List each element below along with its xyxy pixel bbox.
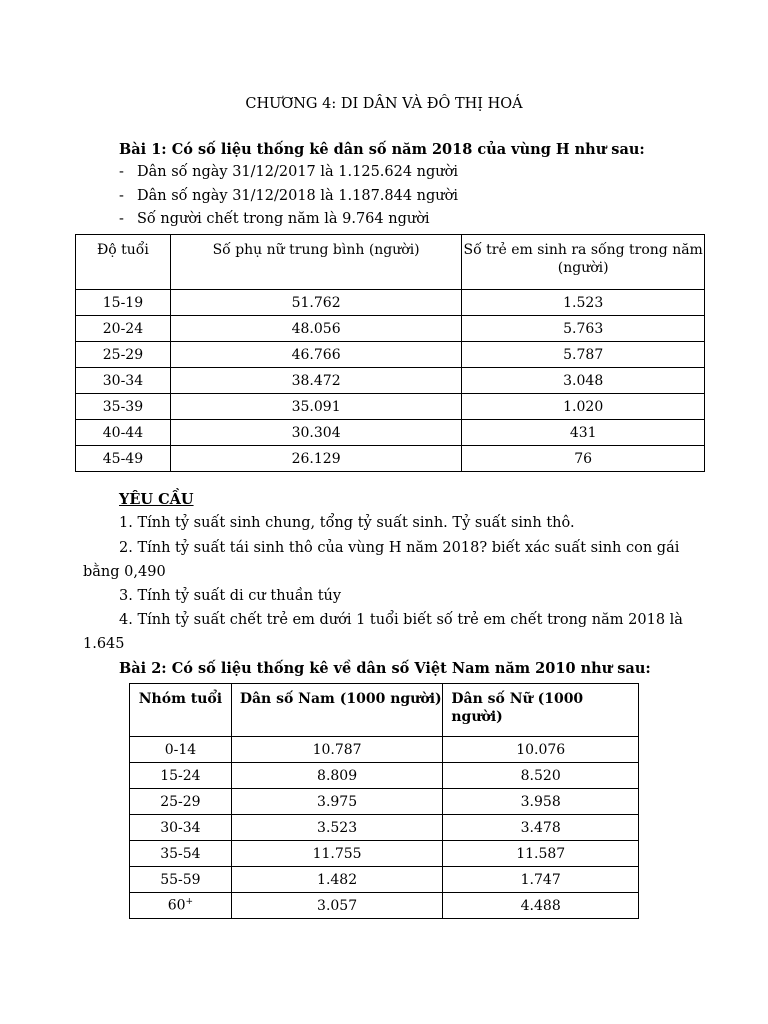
table-cell: 30.304 [170,420,462,446]
table-row [130,893,639,919]
table-cell: 11.587 [443,841,639,867]
table-cell: 1.747 [443,867,639,893]
table-cell: 45-49 [76,446,171,472]
table-cell: 1.020 [462,394,705,420]
table-header-row [130,684,639,737]
table-cell: 26.129 [170,446,462,472]
requirements-title: YÊU CẦU [119,491,194,508]
exercise-2-heading: Bài 2: Có số liệu thống kê về dân số Việt Nam năm 2010 như sau: [119,660,651,677]
table-cell: 1.523 [462,290,705,316]
header-cell: Độ tuổi [76,235,171,290]
table-cell: 3.048 [462,368,705,394]
table-cell: 15-24 [130,763,232,789]
requirement-3: 3. Tính tỷ suất di cư thuần túy [119,588,342,604]
table-cell: 5.763 [462,316,705,342]
table-cell: 76 [462,446,705,472]
table-cell: 60+ [130,893,232,919]
requirement-2-continued: bằng 0,490 [83,564,166,580]
table-cell: 30-34 [76,368,171,394]
header-cell: Số trẻ em sinh ra sống trong năm (người) [462,235,705,290]
table-row [130,789,639,815]
table-cell: 40-44 [76,420,171,446]
table-cell: 11.755 [231,841,443,867]
table-row [76,368,705,394]
table-cell: 10.076 [443,737,639,763]
bullet-item: - Dân số ngày 31/12/2017 là 1.125.624 người [119,164,459,180]
table-cell: 5.787 [462,342,705,368]
table-cell: 8.520 [443,763,639,789]
table-cell: 35-39 [76,394,171,420]
table-row [76,420,705,446]
table-cell: 46.766 [170,342,462,368]
table-cell: 1.482 [231,867,443,893]
exercise-1-heading: Bài 1: Có số liệu thống kê dân số năm 2018 của vùng H như sau: [119,141,645,158]
table-cell: 15-19 [76,290,171,316]
requirement-4: 4. Tính tỷ suất chết trẻ em dưới 1 tuổi biết số trẻ em chết trong năm 2018 là [119,612,683,628]
bullet-item: - Dân số ngày 31/12/2018 là 1.187.844 người [119,188,459,204]
header-cell: Dân số Nam (1000 người) [231,684,443,737]
header-cell: Nhóm tuổi [130,684,232,737]
table-cell: 48.056 [170,316,462,342]
population-table [129,683,639,919]
bullet-item: - Số người chết trong năm là 9.764 người [119,211,430,227]
table-header-row [76,235,705,290]
table-cell: 8.809 [231,763,443,789]
table-cell: 431 [462,420,705,446]
chapter-title: CHƯƠNG 4: DI DÂN VÀ ĐÔ THỊ HOÁ [245,96,523,112]
table-row [76,290,705,316]
table-cell: 3.523 [231,815,443,841]
table-cell: 25-29 [76,342,171,368]
header-cell: Dân số Nữ (1000 người) [443,684,639,737]
requirement-1: 1. Tính tỷ suất sinh chung, tổng tỷ suất sinh. Tỷ suất sinh thô. [119,515,575,531]
table-cell: 35.091 [170,394,462,420]
table-cell: 55-59 [130,867,232,893]
table-row [130,867,639,893]
table-cell: 3.478 [443,815,639,841]
table-row [76,446,705,472]
table-cell: 3.975 [231,789,443,815]
table-cell: 38.472 [170,368,462,394]
table-cell: 30-34 [130,815,232,841]
table-cell: 51.762 [170,290,462,316]
table-cell: 0-14 [130,737,232,763]
table-row [76,394,705,420]
table-cell: 10.787 [231,737,443,763]
table-row [76,342,705,368]
header-cell: Số phụ nữ trung bình (người) [170,235,462,290]
table-row [76,316,705,342]
table-row [130,815,639,841]
table-row [130,737,639,763]
table-cell: 3.057 [231,893,443,919]
table-cell: 4.488 [443,893,639,919]
table-cell: 3.958 [443,789,639,815]
requirement-4-continued: 1.645 [83,636,125,652]
table-cell: 35-54 [130,841,232,867]
table-cell: 20-24 [76,316,171,342]
table-cell: 25-29 [130,789,232,815]
table-row [130,841,639,867]
table-row [130,763,639,789]
fertility-table [75,234,705,472]
requirement-2: 2. Tính tỷ suất tái sinh thô của vùng H năm 2018? biết xác suất sinh con gái [119,540,680,556]
